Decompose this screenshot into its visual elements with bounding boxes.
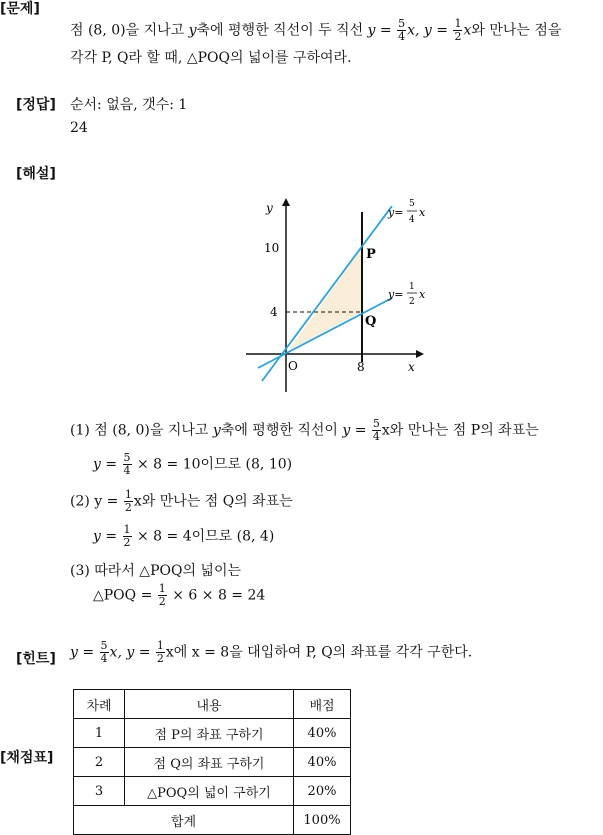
- scoring-table: [73, 689, 351, 835]
- calc-lhs: y =: [93, 528, 118, 545]
- hint-label: [힌트]: [16, 651, 56, 667]
- x-axis-arrow: [416, 350, 424, 358]
- table-cell: 점 P의 좌표 구하기: [125, 719, 294, 748]
- problem-eq2-x: x: [463, 22, 472, 39]
- problem-eq1-lhs: y =: [367, 22, 392, 39]
- point-q-label: Q: [365, 314, 377, 329]
- calc-lhs: y =: [93, 456, 118, 473]
- solution-step-1: [70, 418, 539, 443]
- fraction-5-4: [123, 452, 132, 477]
- problem-eq1-x: x,: [407, 22, 420, 39]
- fraction-1-2: [453, 18, 462, 43]
- fraction-1-2: [123, 524, 132, 549]
- line1-label-den: 4: [409, 215, 415, 225]
- solution-label: [해설]: [16, 166, 56, 182]
- line1-label-num: 5: [409, 199, 415, 209]
- solution-step-1-calc: [93, 452, 292, 477]
- table-cell: 1: [74, 719, 125, 748]
- denominator: 2: [124, 501, 132, 514]
- table-row: [74, 719, 351, 748]
- origin-label: O: [288, 359, 298, 373]
- line1-label-lhs: y=: [388, 206, 404, 219]
- denominator: 4: [100, 652, 108, 665]
- table-row: [74, 777, 351, 806]
- denominator: 2: [123, 536, 131, 549]
- problem-eq2-lhs: y =: [423, 22, 448, 39]
- point-p-label: P: [366, 247, 376, 262]
- table-row: [74, 748, 351, 777]
- step-text: 축에 평행한 직선이: [220, 422, 343, 439]
- numerator: 1: [158, 582, 166, 595]
- solution-step-3: (3) 따라서 △POQ의 넓이는: [70, 563, 241, 579]
- coordinate-graph: [240, 190, 440, 400]
- denominator: 4: [372, 430, 380, 443]
- table-cell: 40%: [294, 748, 351, 777]
- step-eq-lhs: y =: [342, 422, 367, 439]
- table-cell: 점 Q의 좌표 구하기: [125, 748, 294, 777]
- numerator: 5: [123, 451, 131, 464]
- problem-text: 점 (8, 0)을 지나고: [70, 22, 189, 39]
- calc-lhs: △POQ =: [93, 587, 153, 604]
- table-cell: 2: [74, 748, 125, 777]
- denominator: 2: [158, 595, 166, 608]
- fraction-1-2: [158, 583, 167, 608]
- line2-label-den: 2: [409, 297, 415, 307]
- step-text: (2) y =: [70, 493, 119, 510]
- total-label-cell: 합계: [74, 806, 294, 835]
- numerator: 5: [372, 417, 380, 430]
- fraction-5-4: [372, 418, 381, 443]
- line2-label-x: x: [419, 288, 426, 301]
- header-cell: 배점: [294, 690, 351, 719]
- denominator: 2: [156, 652, 164, 665]
- answer-label: [정답]: [16, 97, 56, 113]
- numerator: 5: [398, 17, 406, 30]
- numerator: 1: [156, 639, 164, 652]
- table-cell: 40%: [294, 719, 351, 748]
- table-cell: △POQ의 넓이 구하기: [125, 777, 294, 806]
- table-total-row: [74, 806, 351, 835]
- denominator: 4: [123, 464, 131, 477]
- solution-step-2-calc: [93, 524, 274, 549]
- y-axis-label: y: [266, 201, 273, 215]
- answer-value: 24: [70, 120, 88, 136]
- header-cell: 내용: [125, 690, 294, 719]
- step-text: x와 만나는 점 Q의 좌표는: [133, 493, 293, 510]
- hint-text: [70, 640, 472, 665]
- numerator: 1: [454, 17, 462, 30]
- calc-rhs: × 8 = 4이므로 (8, 4): [137, 528, 275, 545]
- fraction-1-2: [124, 489, 133, 514]
- line2-label-num: 1: [409, 282, 415, 292]
- line2-label-lhs: y=: [388, 288, 404, 301]
- hint-rest: x에 x = 8을 대입하여 P, Q의 좌표를 각각 구한다.: [165, 644, 473, 661]
- hint-eq-mid: x, y =: [109, 644, 151, 661]
- line1-label-x: x: [419, 206, 426, 219]
- step-var-y: y: [212, 422, 221, 439]
- problem-line-2: 각각 P, Q라 할 때, △POQ의 넓이를 구하여라.: [70, 50, 352, 66]
- table-cell: 3: [74, 777, 125, 806]
- table-header-row: [74, 690, 351, 719]
- step-text: (1) 점 (8, 0)을 지나고: [70, 422, 213, 439]
- answer-line-1: 순서: 없음, 갯수: 1: [70, 97, 188, 113]
- problem-var-y: y: [188, 22, 197, 39]
- fraction-1-2: [156, 640, 165, 665]
- total-value-cell: 100%: [294, 806, 351, 835]
- scoring-label: [채점표]: [0, 750, 54, 766]
- table-cell: 20%: [294, 777, 351, 806]
- calc-rhs: × 6 × 8 = 24: [172, 587, 266, 604]
- tick-label-x8: 8: [357, 360, 365, 374]
- shaded-triangle-poq: [286, 248, 362, 354]
- y-axis-arrow: [282, 198, 290, 206]
- denominator: 2: [454, 30, 462, 43]
- tick-label-y10: 10: [264, 241, 280, 255]
- problem-text: 와 만나는 점을: [471, 22, 562, 39]
- hint-eq-lhs: y =: [70, 644, 95, 661]
- solution-step-2: [70, 489, 293, 514]
- calc-rhs: × 8 = 10이므로 (8, 10): [137, 456, 293, 473]
- fraction-5-4: [100, 640, 109, 665]
- tick-label-y4: 4: [270, 305, 278, 319]
- step-text: x와 만나는 점 P의 좌표는: [381, 422, 539, 439]
- numerator: 1: [123, 523, 131, 536]
- header-cell: 차례: [74, 690, 125, 719]
- numerator: 1: [124, 488, 132, 501]
- fraction-5-4: [397, 18, 406, 43]
- problem-line-1: [70, 18, 561, 43]
- denominator: 4: [398, 30, 406, 43]
- x-axis-label: x: [408, 360, 415, 374]
- problem-label: [문제]: [0, 1, 40, 17]
- solution-step-3-calc: [93, 583, 265, 608]
- numerator: 5: [100, 639, 108, 652]
- problem-text: 축에 평행한 직선이 두 직선: [196, 22, 368, 39]
